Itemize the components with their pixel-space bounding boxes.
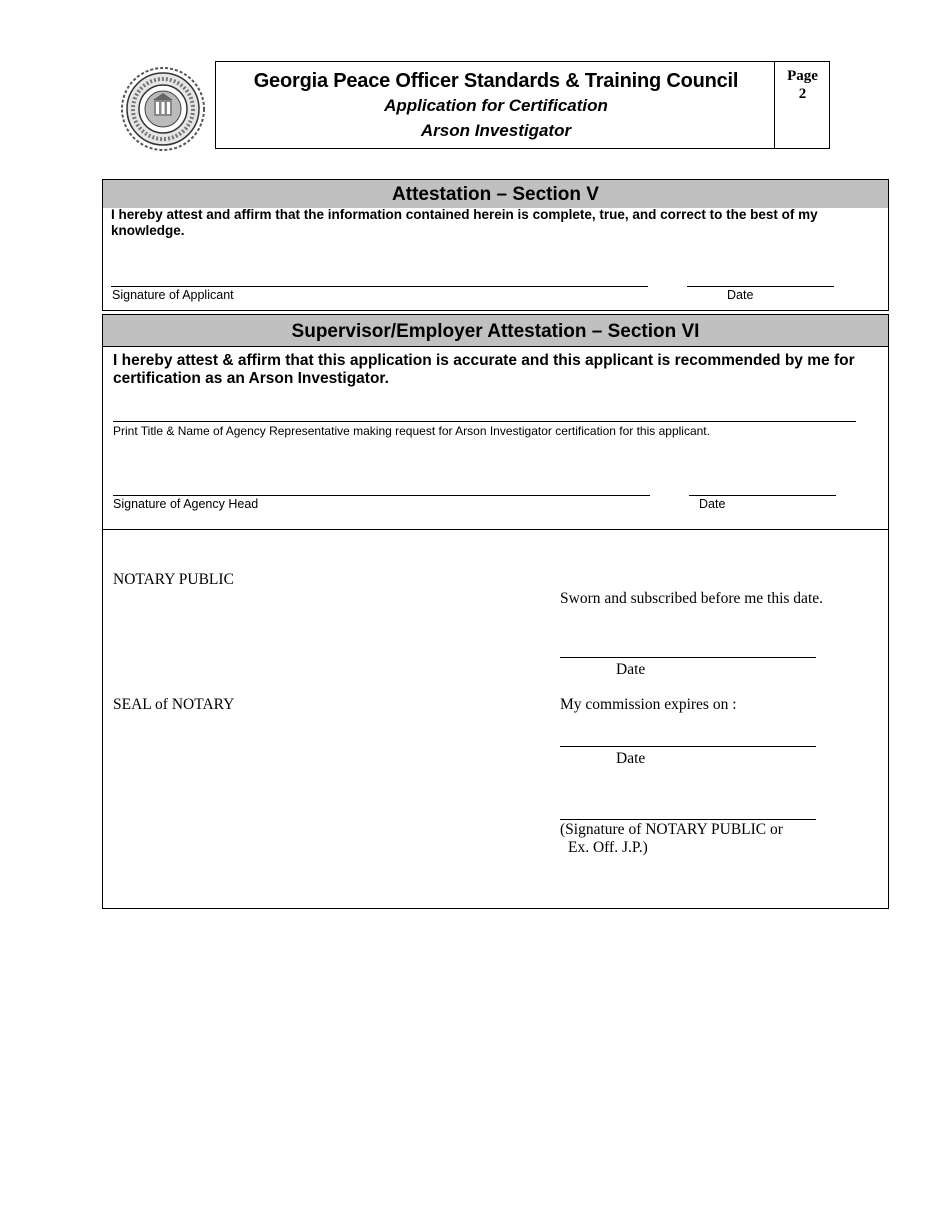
section-5-statement: I hereby attest and affirm that the information contained herein is complete, true, and correct to the best of my knowledge. xyxy=(111,207,818,238)
notary-signature-label-2: Ex. Off. J.P.) xyxy=(568,839,648,856)
sworn-date-label: Date xyxy=(616,661,646,678)
commission-expires-text: My commission expires on : xyxy=(560,696,737,713)
section-6-heading: Supervisor/Employer Attestation – Section VI xyxy=(103,315,888,347)
applicant-signature-line[interactable] xyxy=(111,286,648,287)
commission-date-line[interactable] xyxy=(560,746,816,747)
notary-public-title: NOTARY PUBLIC xyxy=(113,571,234,588)
agency-title: Georgia Peace Officer Standards & Training Council xyxy=(253,70,739,92)
agency-head-signature-line[interactable] xyxy=(113,495,650,496)
page-number-cell xyxy=(774,61,830,149)
section-6-statement: I hereby attest & affirm that this application is accurate and this applicant is recommended by me for certification as an Arson Investigator. xyxy=(113,352,855,387)
applicant-signature-label: Signature of Applicant xyxy=(112,288,234,302)
application-subtitle: Application for Certification xyxy=(384,96,608,115)
page-label: Page xyxy=(787,68,818,84)
sworn-date-line[interactable] xyxy=(560,657,816,658)
page-number: 2 xyxy=(798,86,807,102)
notary-seal-label: SEAL of NOTARY xyxy=(113,696,235,713)
agency-head-date-line[interactable] xyxy=(689,495,836,496)
applicant-date-line[interactable] xyxy=(687,286,834,287)
header-title-box xyxy=(215,61,830,149)
certification-type: Arson Investigator xyxy=(420,121,572,140)
section-5-heading: Attestation – Section V xyxy=(103,180,888,208)
georgia-post-seal-logo xyxy=(120,66,206,152)
sworn-statement: Sworn and subscribed before me this date. xyxy=(560,590,824,607)
agency-head-signature-label: Signature of Agency Head xyxy=(113,497,259,511)
applicant-date-label: Date xyxy=(727,288,754,302)
notary-divider xyxy=(102,529,889,530)
commission-date-label: Date xyxy=(616,750,646,767)
representative-label: Print Title & Name of Agency Representative making request for Arson Investigator certification for this applicant. xyxy=(113,424,710,438)
notary-signature-label-1: (Signature of NOTARY PUBLIC or xyxy=(560,821,783,838)
representative-name-line[interactable] xyxy=(113,421,856,422)
notary-signature-line[interactable] xyxy=(560,819,816,820)
agency-head-date-label: Date xyxy=(699,497,726,511)
